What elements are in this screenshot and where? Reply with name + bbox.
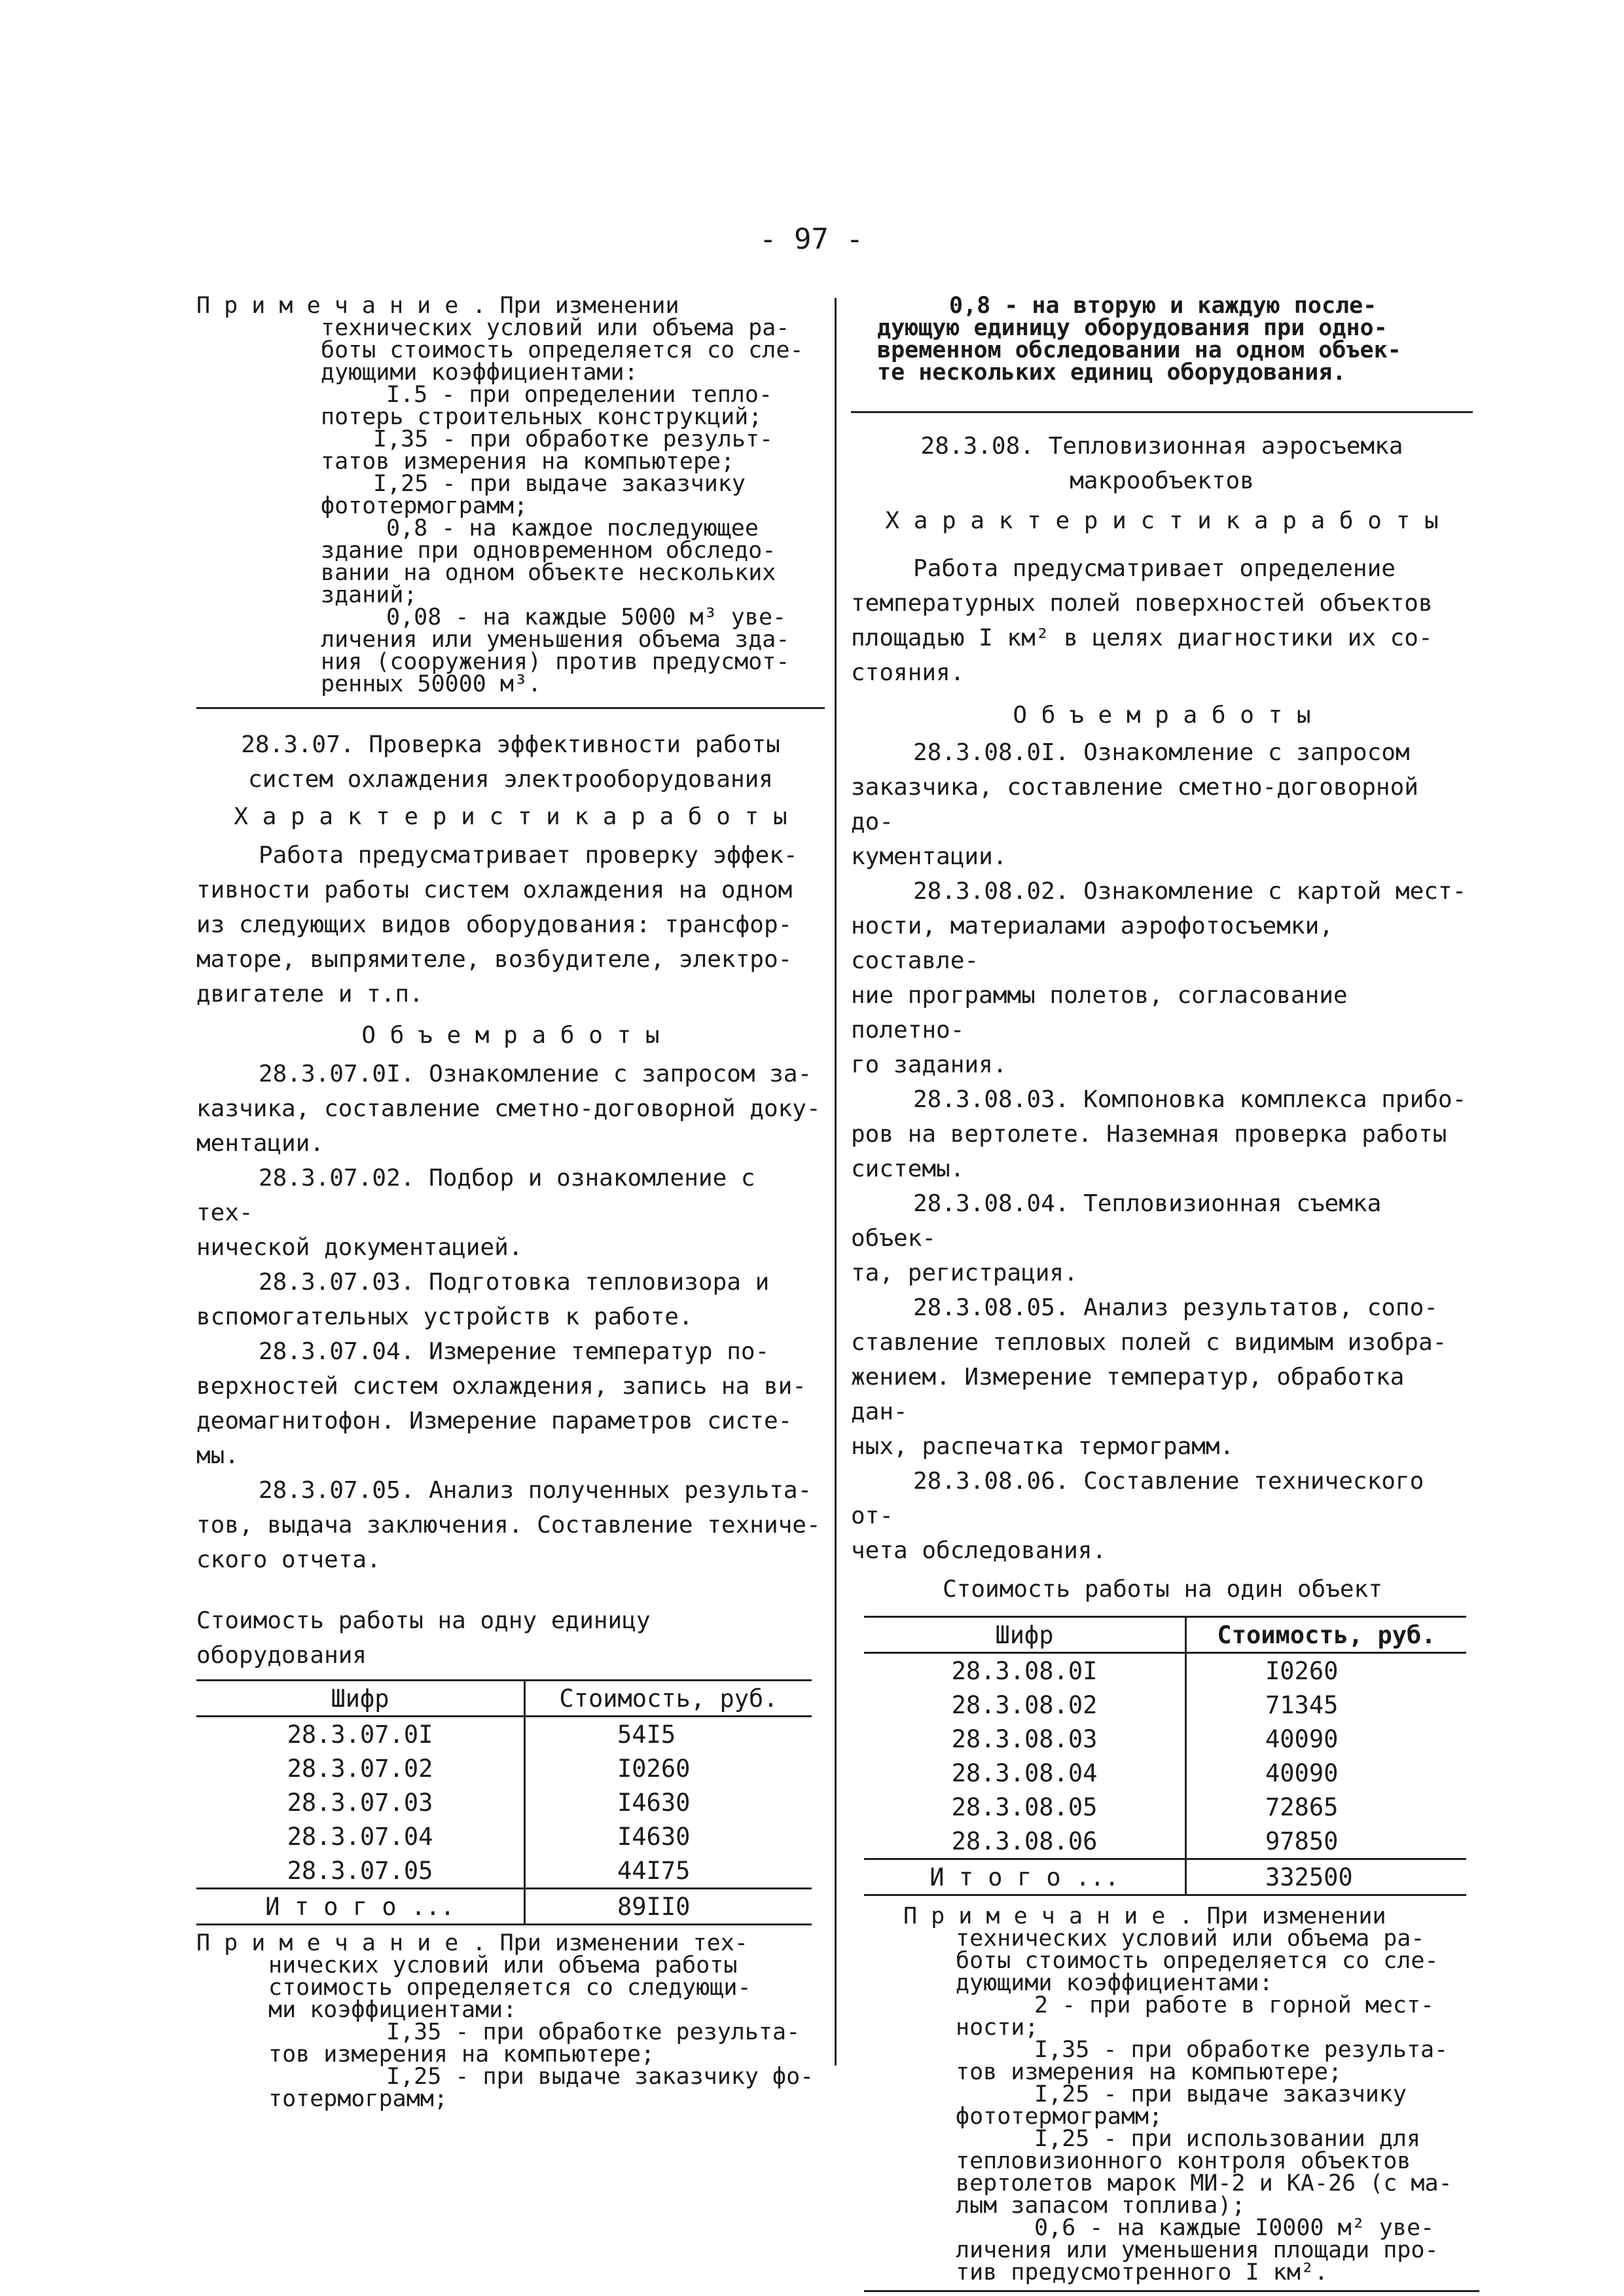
table-header: Стоимость, руб. bbox=[559, 1684, 778, 1713]
text-line: деомагнитофон. Измерение параметров систе- bbox=[196, 1408, 793, 1434]
table-header: Шифр bbox=[196, 1681, 525, 1717]
table-cell: 28.3.08.05 bbox=[864, 1790, 1186, 1824]
note-line: татов измерения на компьютере; bbox=[321, 448, 735, 475]
text-line: тов, выдача заключения. Составление техниче- bbox=[196, 1512, 821, 1539]
note-head: П р и м е ч а н и е . bbox=[196, 293, 486, 319]
text-line: ние программы полетов, согласование полетно- bbox=[851, 982, 1348, 1044]
note-line: тотермограмм; bbox=[268, 2086, 448, 2112]
text-line: го задания. bbox=[851, 1051, 1007, 1078]
table-cell: I4630 bbox=[617, 1822, 691, 1851]
note-line: ренных 50000 м³. bbox=[321, 671, 542, 697]
note-line: I.5 - при определении тепло- bbox=[386, 382, 773, 408]
note-line: временном обследовании на одном объек- bbox=[877, 337, 1401, 363]
note-line: здание при одновременном обследо- bbox=[321, 538, 776, 564]
table-cell: 72865 bbox=[1265, 1793, 1339, 1821]
text-line: Работа предусматривает определение bbox=[913, 555, 1396, 582]
table-cell: 40090 bbox=[1265, 1758, 1339, 1787]
table-cell: 40090 bbox=[1265, 1724, 1339, 1753]
note-line: При изменении bbox=[499, 293, 679, 319]
total-value: 89II0 bbox=[617, 1892, 691, 1921]
text-line: вспомогательных устройств к работе. bbox=[196, 1303, 693, 1330]
title-line: макрообъектов bbox=[1070, 467, 1254, 494]
text-line: та, регистрация. bbox=[851, 1260, 1078, 1286]
text-line: 28.3.08.06. Составление технического от- bbox=[851, 1468, 1424, 1529]
table-cell: 54I5 bbox=[617, 1720, 676, 1749]
text-line: Работа предусматривает проверку эффек- bbox=[259, 842, 798, 869]
note-line: вании на одном объекте нескольких bbox=[321, 560, 776, 586]
note-line: 0,08 - на каждые 5000 м³ уве- bbox=[386, 604, 787, 630]
title-line: 28.3.07. Проверка эффективности работы bbox=[241, 731, 780, 758]
table-cell: I0260 bbox=[1265, 1656, 1339, 1685]
note-line: нических условий или объема работы bbox=[268, 1952, 738, 1978]
char-heading: Х а р а к т е р и с т и к а р а б о т ы bbox=[885, 507, 1439, 534]
table-row bbox=[864, 1790, 1466, 1824]
section-title-28-3-07 bbox=[196, 727, 825, 797]
note-line: При изменении bbox=[1206, 1903, 1386, 1929]
char-heading: Х а р а к т е р и с т и к а р а б о т ы bbox=[234, 803, 787, 830]
note-line: I,35 - при обработке результа- bbox=[1034, 2037, 1449, 2063]
char-text bbox=[196, 838, 825, 1011]
note-line: боты стоимость определяется со сле- bbox=[321, 337, 804, 363]
table-cell: 28.3.08.02 bbox=[864, 1688, 1186, 1722]
char-text bbox=[851, 551, 1473, 690]
text-line: заказчика, составление сметно-договорной до- bbox=[851, 774, 1418, 835]
note-line: I,25 - при использовании для bbox=[1034, 2126, 1421, 2152]
table-row bbox=[864, 1824, 1466, 1859]
text-line: казчика, составление сметно-договорной доку- bbox=[196, 1095, 821, 1122]
note-line: I,25 - при выдаче заказчику фо- bbox=[386, 2064, 814, 2090]
text-line: площадью I км² в целях диагностики их со- bbox=[851, 625, 1433, 651]
volume-heading: О б ъ е м р а б о т ы bbox=[361, 1022, 660, 1049]
note-line: тив предусмотренного I км². bbox=[956, 2259, 1328, 2286]
note-line: личения или уменьшения объема зда- bbox=[321, 627, 790, 653]
note-line: фототермограмм; bbox=[321, 493, 528, 519]
section-rule bbox=[851, 411, 1473, 413]
note-line: ности; bbox=[956, 2014, 1039, 2041]
table-cell: 28.3.08.03 bbox=[864, 1722, 1186, 1756]
text-line: стояния. bbox=[851, 659, 965, 686]
note-line: зданий; bbox=[321, 582, 418, 608]
continuation-note bbox=[851, 295, 1473, 384]
volume-heading: О б ъ е м р а б о т ы bbox=[1013, 702, 1311, 729]
text-line: чета обследования. bbox=[851, 1537, 1107, 1564]
text-line: 28.3.07.04. Измерение температур по- bbox=[259, 1338, 770, 1365]
section-rule bbox=[196, 707, 825, 709]
table-cell: I4630 bbox=[617, 1788, 691, 1817]
note-line: тов измерения на компьютере; bbox=[268, 2041, 655, 2068]
note-line: ми коэффициентами: bbox=[268, 1997, 517, 2023]
table-row bbox=[864, 1688, 1466, 1722]
section-title-28-3-08 bbox=[851, 429, 1473, 498]
text-line: 28.3.08.02. Ознакомление с картой мест- bbox=[913, 878, 1467, 905]
text-line: 28.3.08.0I. Ознакомление с запросом bbox=[913, 739, 1410, 766]
text-line: двигателе и т.п. bbox=[196, 981, 424, 1008]
cost-caption: Стоимость работы на одну единицу оборудования bbox=[196, 1607, 651, 1669]
table-total-row bbox=[196, 1889, 812, 1925]
text-line: нической документацией. bbox=[196, 1234, 523, 1261]
note-line: те нескольких единиц оборудования. bbox=[877, 359, 1346, 386]
table-header: Стоимость, руб. bbox=[1217, 1620, 1436, 1649]
text-line: жением. Измерение температур, обработка дан- bbox=[851, 1364, 1405, 1425]
note-block-1 bbox=[196, 295, 825, 695]
note-line: I,25 - при выдаче заказчику bbox=[373, 471, 746, 497]
volume-text bbox=[851, 735, 1473, 1568]
note-head: П р и м е ч а н и е . bbox=[903, 1903, 1193, 1929]
table-row bbox=[196, 1853, 812, 1889]
note-line: стоимость определяется со следующи- bbox=[268, 1975, 751, 2001]
text-line: тивности работы систем охлаждения на одном bbox=[196, 877, 793, 903]
note-line: дующую единицу оборудования при одно- bbox=[877, 315, 1388, 341]
note-line: ния (сооружения) против предусмот- bbox=[321, 649, 790, 675]
table-cell: 28.3.08.06 bbox=[864, 1824, 1186, 1859]
text-line: 28.3.07.0I. Ознакомление с запросом за- bbox=[259, 1061, 812, 1087]
table-cell: 44I75 bbox=[617, 1856, 691, 1885]
note-line: При изменении тех- bbox=[499, 1930, 748, 1956]
table-cell: 97850 bbox=[1265, 1827, 1339, 1855]
note-block-3 bbox=[851, 1905, 1473, 2284]
note-line: I,35 - при обработке результа- bbox=[386, 2019, 801, 2045]
note-line: 0,6 - на каждые I0000 м² уве- bbox=[1034, 2215, 1435, 2241]
note-line: тепловизионного контроля объектов bbox=[956, 2148, 1411, 2174]
note-line: 2 - при работе в горной мест- bbox=[1034, 1992, 1435, 2018]
text-line: ского отчета. bbox=[196, 1546, 381, 1573]
note-line: вертолетов марок МИ-2 и КА-26 (с ма- bbox=[956, 2170, 1453, 2196]
text-line: ментации. bbox=[196, 1130, 325, 1157]
table-row bbox=[196, 1751, 812, 1785]
cost-table bbox=[196, 1679, 812, 1925]
left-column bbox=[196, 295, 825, 2110]
note-block-2 bbox=[196, 1932, 825, 2110]
table-row bbox=[196, 1717, 812, 1752]
text-line: системы. bbox=[851, 1156, 965, 1182]
right-column bbox=[851, 295, 1473, 2292]
note-line: фототермограмм; bbox=[956, 2104, 1163, 2130]
cost-table bbox=[864, 1616, 1466, 1896]
note-line: дующими коэффициентами: bbox=[956, 1970, 1273, 1996]
note-line: технических условий или объема ра- bbox=[956, 1925, 1425, 1952]
section-rule bbox=[864, 2290, 1479, 2292]
table-total-row bbox=[864, 1859, 1466, 1895]
text-line: верхностей систем охлаждения, запись на ви- bbox=[196, 1373, 806, 1400]
table-cell: I0260 bbox=[617, 1754, 691, 1783]
text-line: 28.3.07.03. Подготовка тепловизора и bbox=[259, 1269, 770, 1296]
note-line: личения или уменьшения площади про- bbox=[956, 2237, 1439, 2263]
volume-text bbox=[196, 1057, 825, 1577]
text-line: мы. bbox=[196, 1442, 240, 1469]
table-row bbox=[864, 1756, 1466, 1790]
note-line: боты стоимость определяется со сле- bbox=[956, 1948, 1439, 1974]
text-line: ных, распечатка термограмм. bbox=[851, 1433, 1235, 1460]
table-cell: 28.3.08.04 bbox=[864, 1756, 1186, 1790]
note-line: I,35 - при обработке результ- bbox=[373, 426, 774, 452]
title-line: 28.3.08. Тепловизионная аэросъемка bbox=[920, 433, 1403, 460]
table-cell: 71345 bbox=[1265, 1690, 1339, 1719]
text-line: маторе, выпрямителе, возбудителе, электро- bbox=[196, 946, 793, 973]
note-head: П р и м е ч а н и е . bbox=[196, 1930, 486, 1956]
table-header: Шифр bbox=[864, 1617, 1186, 1653]
total-label: И т о г о ... bbox=[196, 1889, 525, 1925]
title-line: систем охлаждения электрооборудования bbox=[248, 766, 773, 793]
text-line: ров на вертолете. Наземная проверка работы bbox=[851, 1121, 1447, 1148]
text-line: 28.3.08.03. Компоновка комплекса прибо- bbox=[913, 1086, 1467, 1113]
text-line: температурных полей поверхностей объектов bbox=[851, 590, 1433, 617]
table-row bbox=[864, 1653, 1466, 1688]
note-line: технических условий или объема ра- bbox=[321, 315, 790, 341]
cost-caption: Стоимость работы на один объект bbox=[943, 1576, 1382, 1603]
table-row bbox=[864, 1722, 1466, 1756]
text-line: 28.3.07.05. Анализ полученных результа- bbox=[259, 1477, 812, 1504]
table-cell: 28.3.07.02 bbox=[196, 1751, 525, 1785]
text-line: ставление тепловых полей с видимым изобра- bbox=[851, 1329, 1447, 1356]
table-cell: 28.3.07.05 bbox=[196, 1853, 525, 1889]
table-cell: 28.3.07.0I bbox=[196, 1717, 525, 1752]
text-line: 28.3.08.05. Анализ результатов, сопо- bbox=[913, 1294, 1438, 1321]
note-line: 0,8 - на вторую и каждую после- bbox=[949, 293, 1377, 319]
text-line: 28.3.07.02. Подбор и ознакомление с тех- bbox=[196, 1165, 755, 1226]
total-label: И т о г о ... bbox=[864, 1859, 1186, 1895]
note-line: лым запасом топлива); bbox=[956, 2193, 1246, 2219]
table-cell: 28.3.07.03 bbox=[196, 1785, 525, 1819]
table-cell: 28.3.08.0I bbox=[864, 1653, 1186, 1688]
text-line: 28.3.08.04. Тепловизионная съемка объек- bbox=[851, 1190, 1382, 1252]
table-row bbox=[196, 1785, 812, 1819]
table-cell: 28.3.07.04 bbox=[196, 1819, 525, 1853]
table-row bbox=[196, 1819, 812, 1853]
column-divider bbox=[835, 298, 837, 2066]
note-line: I,25 - при выдаче заказчику bbox=[1034, 2081, 1407, 2107]
note-line: потерь строительных конструкций; bbox=[321, 404, 763, 430]
total-value: 332500 bbox=[1265, 1863, 1353, 1891]
text-line: кументации. bbox=[851, 843, 1007, 870]
note-line: тов измерения на компьютере; bbox=[956, 2059, 1343, 2085]
note-line: дующими коэффициентами: bbox=[321, 359, 638, 386]
text-line: из следующих видов оборудования: трансфор- bbox=[196, 911, 793, 938]
page-number: - 97 - bbox=[759, 223, 863, 256]
note-line: 0,8 - на каждое последующее bbox=[386, 515, 759, 541]
text-line: ности, материалами аэрофотосъемки, составле- bbox=[851, 913, 1333, 974]
